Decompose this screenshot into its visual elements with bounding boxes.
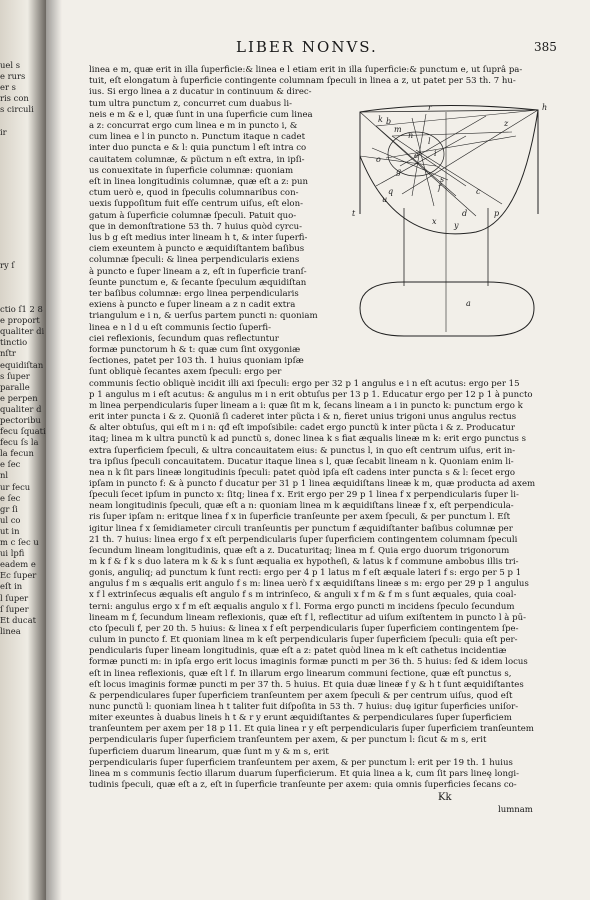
text-line: ſeunte punctum e, & ſecante ſpeculum æquidiſtan <box>89 277 307 288</box>
margin-fragment <box>0 171 40 182</box>
margin-fragment <box>0 160 40 171</box>
margin-fragment: tinctio <box>0 337 28 348</box>
text-line: cto ſpeculi f, per 20 th. 5 huius: & linea x f eſt perpendicularis ſuper ſuperficiem contingentem ſpe- <box>89 623 519 634</box>
margin-fragment: e rurs <box>0 71 26 82</box>
margin-fragment: qualiter di <box>0 326 45 337</box>
running-head: LIBER NONVS. <box>236 38 378 56</box>
margin-fragment: pectoribu <box>0 415 41 425</box>
margin-fragment: s ſuper <box>0 370 30 381</box>
text-line: m linea perpendicularis ſuper lineam a i: quæ ſit m k, ſecans lineam a i in puncto k: punctum ergo k <box>89 400 523 411</box>
margin-fragment: ry ſ <box>0 259 15 270</box>
text-line: eſt in linea longitudinis columnæ, quæ eſt a z: pun <box>89 177 308 187</box>
margin-fragment: er s <box>0 82 16 93</box>
margin-fragment <box>0 238 40 249</box>
text-line: extra ſuperficiem ſpeculi, & ultra concauitatem eius: & punctus l, in quo eſt centrum uiſus, erit in- <box>89 445 516 456</box>
margin-fragment: e perpen <box>0 392 38 403</box>
text-line: ius. Si ergo linea a z ducatur in continuum & direc- <box>89 87 312 98</box>
text-line: gonis, anguliq; ad punctum k ſunt recti: ergo per 4 p 1 latus m f eſt æquale lateri f s: ergo per 5 p 1 <box>89 568 522 579</box>
margin-fragment <box>0 226 40 237</box>
margin-fragment: ut in <box>0 525 20 536</box>
text-line: tudinis ſpeculi, quæ eſt a z, eſt in ſuperficie tranſeunte per axem: quia omnis ſuperficies ſecans co- <box>89 780 517 790</box>
geometric-diagram <box>316 96 562 336</box>
text-line: ſectiones, patet per 103 th. 1 huius quoniam ipſæ <box>89 356 304 367</box>
text-line: itaq; linea m k ultra punctũ k ad punctũ s, donec linea k s fiat æqualis lineæ m k: erit ergo punctus s <box>89 434 527 445</box>
text-line: gatum à ſuperficie columnæ ſpeculi. Patuit quo- <box>89 210 297 221</box>
figure-label: c <box>476 187 481 196</box>
margin-fragment: equidiſtan <box>0 359 44 370</box>
text-line: ciei reflexionis, ſecundum quas reflectuntur <box>89 333 279 344</box>
text-line: exiens à puncto e ſuper lineam a z n cadit extra <box>89 300 296 311</box>
text-line: eſt locus imaginis formæ puncti m per 37 th. 5 huius. Et quia duæ lineæ f y & h t ſunt æquidiſtantes <box>89 679 524 690</box>
figure-label: d <box>462 209 468 218</box>
figure-label: i <box>434 149 437 158</box>
text-line: ctum uerò e, quod in ſpeculis columnaribus con- <box>89 188 299 199</box>
figure-label: g <box>396 167 402 176</box>
text-line: miter exeuntes à duabus lineis h t & r y erunt æquidiſtantes & perpendiculares ſuper ſuperficiem <box>89 713 512 724</box>
text-line: ſecundum lineam longitudinis, quæ eſt a z. Ducaturitaq; linea m f. Quia ergo duorum trigonorum <box>89 545 510 556</box>
text-line: que in demonſtratione 53 th. 7 huius quòd cyrcu- <box>89 221 303 232</box>
margin-fragment: Ec ſuper <box>0 570 37 581</box>
text-line: pendicularis ſuper lineam longitudinis, quæ eſt a z: patet quòd linea m k eſt cathetus incidentiæ <box>89 646 507 657</box>
margin-fragment: s circuli <box>0 104 34 115</box>
figure-label: e <box>414 151 419 160</box>
figure-label: k <box>378 115 383 124</box>
figure-label: t <box>352 209 356 218</box>
margin-fragment <box>0 271 40 282</box>
text-line: p 1 angulus m i eſt acutus: & angulus m i n erit obtuſus per 13 p 1. Educatur ergo per 12 p 1 à puncto <box>89 389 533 400</box>
text-line: linea m s communis ſectio illarum duarum ſuperficierum. Et quia linea a k, cum ſit pars lineę longi- <box>89 768 520 779</box>
text-line: nea n k ſit pars lineæ longitudinis ſpeculi: patet quòd ipſa eſt cadens inter puncta s & l: ſecet ergo <box>89 467 516 478</box>
text-line: us conuexitate in ſuperficie columnæ: quoniam <box>89 165 294 176</box>
figure-label: y <box>454 221 459 230</box>
margin-fragment: eſt in <box>0 581 23 592</box>
margin-fragment <box>0 204 40 215</box>
margin-fragment <box>0 293 40 304</box>
text-line: inter duo puncta e & l: quia punctum l eſt intra co <box>89 143 307 154</box>
text-line: tra ipſius ſpeculi concauitatem. Ducatur itaque linea s l, quæ ſecabit lineam n k. Quoniam enim li- <box>89 456 514 467</box>
margin-fragment: e proport <box>0 315 40 326</box>
text-line: nunc punctũ l: quoniam linea h t taliter fuit diſpoſita in 53 th. 7 huius: duę igitur ſuperficies uniſor- <box>89 701 519 712</box>
margin-fragment <box>0 149 40 160</box>
text-line: cum linea e l in puncto n. Punctum itaque n cadet <box>89 132 306 143</box>
margin-fragment: la fecun <box>0 448 34 459</box>
text-line: uexis ſuppoſitum fuit eſſe centrum uiſus, eſt elon- <box>89 199 303 210</box>
margin-fragment <box>0 282 40 293</box>
text-line: ſuperficiem duarum linearum, quæ ſunt m y & m s, erit <box>89 746 329 757</box>
text-line: eſt in linea reflexionis, quæ eſt l f. In illarum ergo linearum communi ſectione, quæ eſt punctus s, <box>89 668 512 679</box>
margin-fragment <box>0 249 40 260</box>
margin-fragment <box>0 182 40 193</box>
text-line: & perpendiculares ſuper ſuperficiem tranſeuntem per axem ſpeculi & per centrum uiſus, quod eſt <box>89 690 513 701</box>
text-line: ter baſibus columnæ: ergo linea perpendicularis <box>89 289 299 299</box>
figure-label: u <box>382 195 388 204</box>
figure-label: o <box>376 155 381 164</box>
text-line: x f l extrinſecus æqualis eſt angulo f s m intrinſeco, & anguli x f m & f m s ſunt æquales, quia coal- <box>89 590 517 601</box>
margin-fragment: e ſec <box>0 459 21 470</box>
signature-mark: Kk <box>438 792 452 803</box>
text-line: linea e n l d u eſt communis ſectio ſuperfi- <box>89 322 271 333</box>
margin-fragment: linea <box>0 625 21 636</box>
margin-fragment: ui lpfi <box>0 548 25 559</box>
text-line: & alter obtuſus, qui eſt m i n: qđ eſt impoſsibile: cadet ergo punctũ k inter pũcta i & z. Producatur <box>89 423 516 434</box>
text-line: ciem exeuntem à puncto e æquidiſtantem baſibus <box>89 244 305 255</box>
text-line: angulus f m s æqualis erit angulo f s m: linea uerò f x æquidiſtans lineæ s m: ergo per 29 p 1 angulus <box>89 579 529 590</box>
text-line: formæ punctorum h & t: quæ cum ſint oxygoniæ <box>89 345 301 355</box>
text-line: ipſam in puncto f: & à puncto f ducatur per 31 p 1 linea æquidiſtans lineæ k m, quæ producta ad axem <box>89 478 536 489</box>
margin-fragment: nl <box>0 470 9 481</box>
figure-label: n <box>408 131 414 140</box>
text-line: à puncto e ſuper lineam a z, eſt in ſuperficie tranſ- <box>89 266 307 277</box>
figure-label: s <box>440 175 445 184</box>
margin-fragment: ir <box>0 126 7 137</box>
text-line: tum ultra punctum z, concurret cum duabus li- <box>89 98 293 109</box>
margin-fragment: uel s <box>0 60 20 70</box>
figure-label: p <box>494 209 500 218</box>
margin-fragment: e ſec <box>0 492 21 503</box>
figure-label: a <box>466 299 471 308</box>
figure-label: l <box>428 137 431 146</box>
figure-label: q <box>388 187 394 196</box>
text-line: perpendicularis ſuper ſuperficiem tranſeuntem per axem, & per punctum l: erit per 19 th. 1 huius <box>89 757 513 768</box>
figure-label: r <box>428 103 432 112</box>
text-line: 21 th. 7 huius: linea ergo f x eſt perpendicularis ſuper ſuperficiem contingentem columnam ſpeculi <box>89 534 518 545</box>
margin-fragment <box>0 138 40 149</box>
page-number: 385 <box>534 40 557 54</box>
margin-fragment: ſ ſuper <box>0 603 29 614</box>
margin-fragment: ctio ſ1 2 8 <box>0 304 43 315</box>
margin-fragment <box>0 215 40 226</box>
text-line: tuit, eſt elongatum à ſuperficie contingente columnam ſpeculi in linea a z, ut patet per 53 th. 7 hu- <box>89 76 516 87</box>
text-line: culum in puncto f. Et quoniam linea m k eſt perpendicularis ſuper ſuperficiem ſpeculi: quia eſt per- <box>89 635 518 646</box>
text-line: ſunt obliquè ſecantes axem ſpeculi: ergo per <box>89 367 282 378</box>
margin-fragment: ur fecu <box>0 481 31 492</box>
text-line: lus b g eſt medius inter lineam h t, & inter ſuperfi- <box>89 233 308 243</box>
text-line: terni: angulus ergo x f m eſt æqualis angulo x f l. Forma ergo puncti m incidens ſpeculo ſecundum <box>89 601 515 612</box>
text-line: neis e m & e l, quæ ſunt in una ſuperficie cum linea <box>89 109 313 120</box>
text-line: igitur linea f x ſemidiameter circuli tranſeuntis per punctum f æquidiſtanter baſibus columnæ per <box>89 523 513 534</box>
margin-fragment: eadem e <box>0 559 36 570</box>
figure-label: m <box>394 125 402 134</box>
text-line: linea e m, quæ erit in illa ſuperficie:& linea e l etiam erit in illa ſuperficie:& punctum e, ut ſuprâ pa- <box>89 65 523 75</box>
margin-fragment: l ſuper <box>0 592 29 603</box>
margin-fragment <box>0 115 40 126</box>
margin-fragment: Et ducat <box>0 614 36 625</box>
figure-label: f <box>438 183 441 192</box>
text-line: columnæ ſpeculi: & linea perpendicularis exiens <box>89 255 300 266</box>
text-line: a z: concurrat ergo cum linea e m in puncto i, & <box>89 121 298 131</box>
catchword: lumnam <box>498 805 533 815</box>
text-line: tranſeuntem per axem per 18 p 11. Et quia linea r y eſt perpendicularis ſuper ſuperficiem tranſeuntem <box>89 724 534 735</box>
text-line: ris ſuper ipſam n: eritque linea f x in ſuperficie tranſeunte per axem ſpeculi, & per punctum l. Eſt <box>89 512 511 523</box>
figure-label: x <box>432 217 437 226</box>
text-line: lineam m f, ſecundum lineam reflexionis, quæ eſt f l, reflectitur ad uiſum exiſtentem in puncto l à pū- <box>89 612 526 623</box>
text-line: communis ſectio obliquè incidit illi axi ſpeculi: ergo per 32 p 1 angulus e i n eſt acutus: ergo per 15 <box>89 378 520 389</box>
figure-label: b <box>386 117 392 126</box>
text-line: cauitatem columnæ, & pũctum n eſt extra, in ipſi- <box>89 154 305 165</box>
figure-label: z <box>504 119 509 128</box>
text-line: ſpeculi ſecet ipſum in puncto x: ſitq; linea f x. Erit ergo per 29 p 1 linea f x perpendicularis ſuper li- <box>89 490 519 501</box>
margin-fragment: ul co <box>0 514 21 525</box>
figure-label: h <box>542 103 548 112</box>
text-line: m k f & f k s duo latera m k & k s ſunt æqualia ex hypotheſi, & latus k f commune ambobus illis tri- <box>89 557 519 567</box>
text-line: neam longitudinis ſpeculi, quæ eſt a n: quoniam linea m k æquidiſtans lineæ f x, eſt perpendicula- <box>89 501 514 512</box>
text-line: formæ puncti m: in ipſa ergo erit locus imaginis formæ puncti m per 36 th. 5 huius: ſed & idem locus <box>89 657 528 668</box>
margin-fragment: paralle <box>0 381 30 392</box>
text-line: erit inter puncta i & z. Quoniã ſi caderet inter pũcta i & n, fieret unius trigoni unus angulus rectus <box>89 412 517 423</box>
book-page <box>46 0 590 900</box>
margin-fragment: qualiter d <box>0 403 42 414</box>
margin-fragment: m c ſec u <box>0 537 39 548</box>
margin-fragment: nſtr <box>0 348 16 359</box>
text-line: perpendicularis ſuper ſuperficiem tranſeuntem per axem, & per punctum l: ſicut & m s, erit <box>89 735 487 746</box>
margin-fragment <box>0 193 40 204</box>
margin-fragment: fecu ſquati <box>0 426 46 437</box>
margin-fragment: fecu ſs la <box>0 437 39 448</box>
left-page-margin-text <box>0 60 46 637</box>
margin-fragment: gr ſi <box>0 503 18 514</box>
text-line: triangulum e i n, & uerſus partem puncti n: quoniam <box>89 311 318 322</box>
margin-fragment: ris con <box>0 93 29 104</box>
